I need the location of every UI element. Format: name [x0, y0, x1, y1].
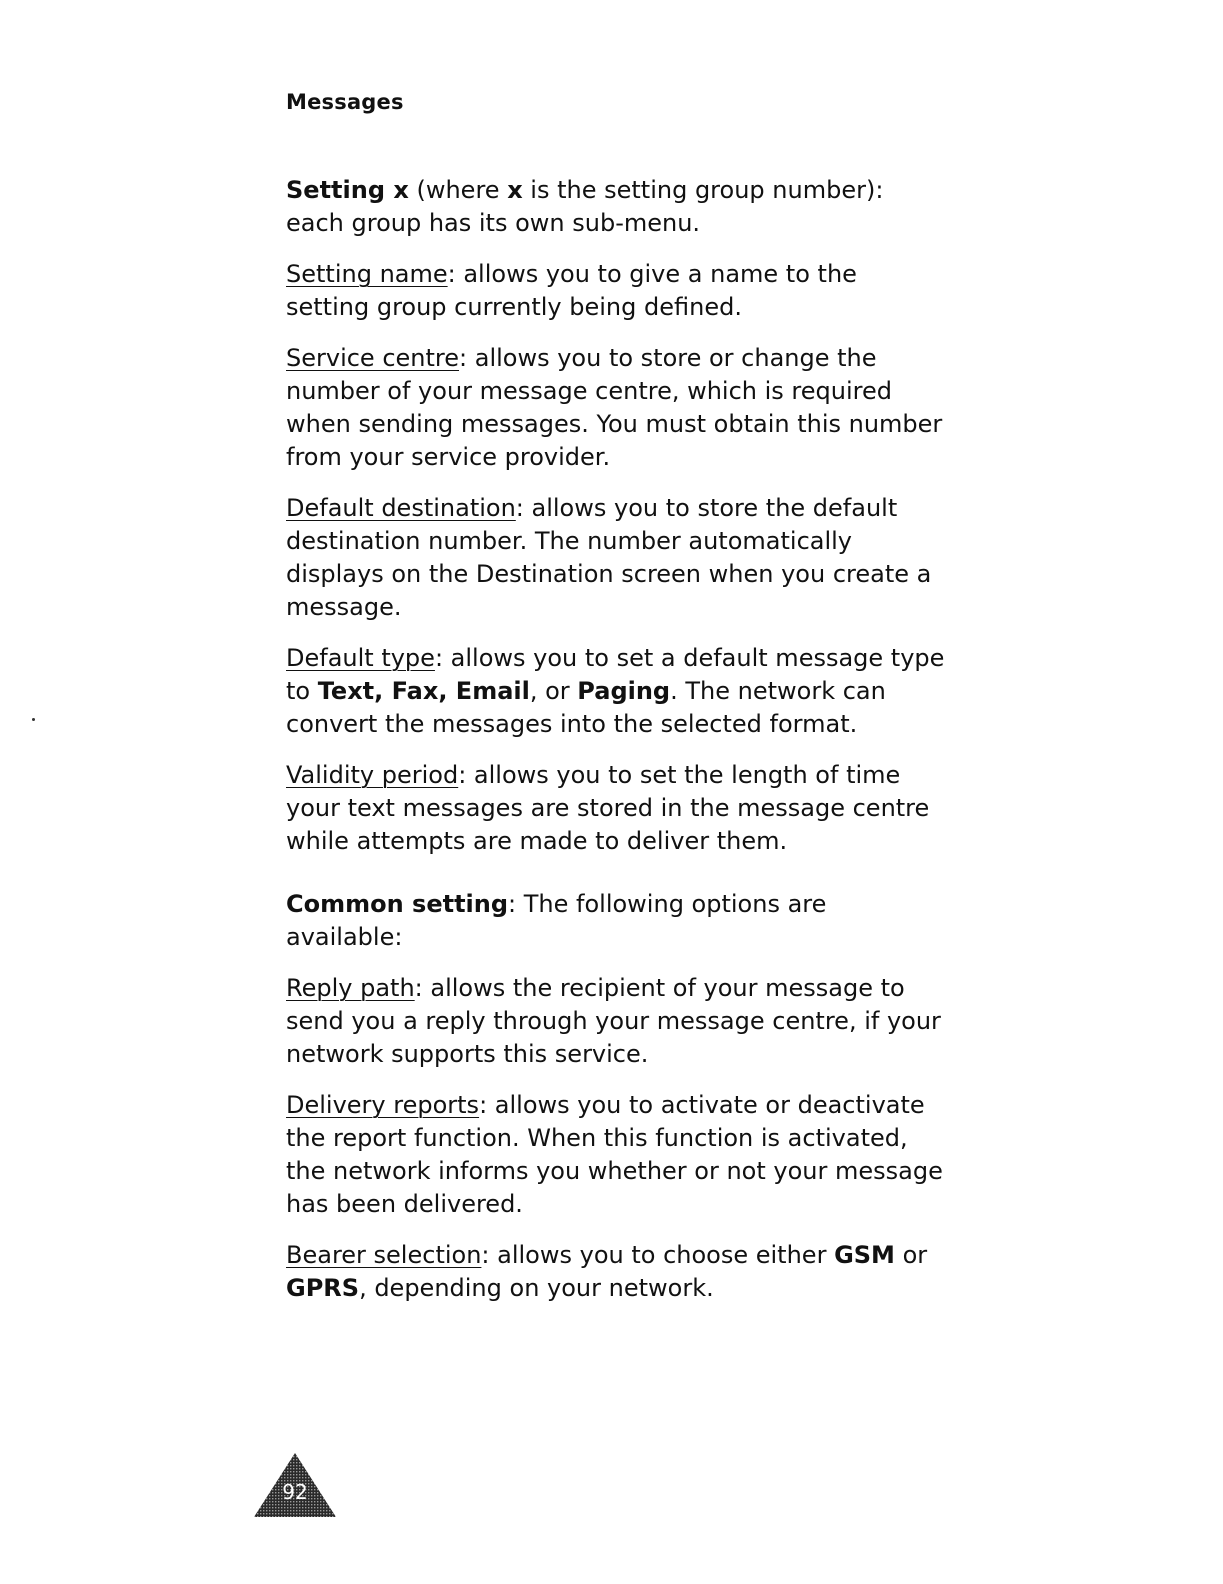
setting-name-term: Setting name	[286, 260, 448, 288]
setting-x-paragraph	[286, 174, 946, 240]
page-number: 92	[282, 1480, 308, 1504]
default-type-paragraph	[286, 642, 946, 741]
reply-path-paragraph	[286, 972, 946, 1071]
setting-x-text-1: (where	[408, 176, 508, 204]
default-destination-desc: : allows you to store the default destination number. The number automatically displays on the Destination screen when you create a message.	[286, 494, 932, 621]
default-type-term: Default type	[286, 644, 435, 672]
delivery-reports-paragraph	[286, 1089, 946, 1221]
document-body	[286, 174, 946, 1323]
reply-path-desc: : allows the recipient of your message to send you a reply through your message centre, if your network supports this service.	[286, 974, 941, 1068]
default-destination-term: Default destination	[286, 494, 516, 522]
page-header: Messages	[286, 90, 404, 114]
common-setting-paragraph	[286, 888, 946, 954]
validity-period-paragraph	[286, 759, 946, 858]
default-destination-paragraph	[286, 492, 946, 624]
default-type-option-email: Email	[455, 677, 530, 705]
setting-name-paragraph	[286, 258, 946, 324]
bearer-selection-text-3: , depending on your network.	[359, 1274, 714, 1302]
service-centre-term: Service centre	[286, 344, 460, 372]
default-type-text-1: : allows you to set a default message type to	[286, 644, 945, 705]
setting-x-variable: x	[507, 176, 523, 204]
validity-period-term: Validity period	[286, 761, 459, 789]
bearer-selection-text-1: : allows you to choose either	[481, 1241, 835, 1269]
bearer-option-gsm: GSM	[834, 1241, 895, 1269]
service-centre-desc: : allows you to store or change the number of your message centre, which is required when sending messages. You must obtain this number from your service provider.	[286, 344, 943, 471]
reply-path-term: Reply path	[286, 974, 415, 1002]
common-setting-term: Common setting	[286, 890, 509, 918]
bearer-option-gprs: GPRS	[286, 1274, 360, 1302]
delivery-reports-desc: : allows you to activate or deactivate the report function. When this function is activated, the network informs you whether or not your message has been delivered.	[286, 1091, 943, 1218]
page-number-badge	[254, 1453, 336, 1519]
default-type-option-paging: Paging	[577, 677, 671, 705]
setting-x-term: Setting x	[286, 176, 409, 204]
default-type-sep-3: , or	[529, 677, 578, 705]
bearer-selection-text-2: or	[894, 1241, 928, 1269]
setting-x-text-2: is the setting group number): each group has its own sub-menu.	[286, 176, 884, 237]
setting-name-desc: : allows you to give a name to the setting group currently being defined.	[286, 260, 857, 321]
validity-period-desc: : allows you to set the length of time your text messages are stored in the message centre while attempts are made to deliver them.	[286, 761, 930, 855]
default-type-text-2: . The network can convert the messages into the selected format.	[286, 677, 886, 738]
default-type-sep-2: ,	[438, 677, 456, 705]
default-type-sep-1: ,	[374, 677, 392, 705]
bearer-selection-term: Bearer selection	[286, 1241, 482, 1269]
bearer-selection-paragraph	[286, 1239, 946, 1305]
scan-speck	[32, 718, 35, 721]
default-type-option-fax: Fax	[391, 677, 439, 705]
service-centre-paragraph	[286, 342, 946, 474]
delivery-reports-term: Delivery reports	[286, 1091, 480, 1119]
default-type-option-text: Text	[317, 677, 375, 705]
common-setting-desc: : The following options are available:	[286, 890, 827, 951]
